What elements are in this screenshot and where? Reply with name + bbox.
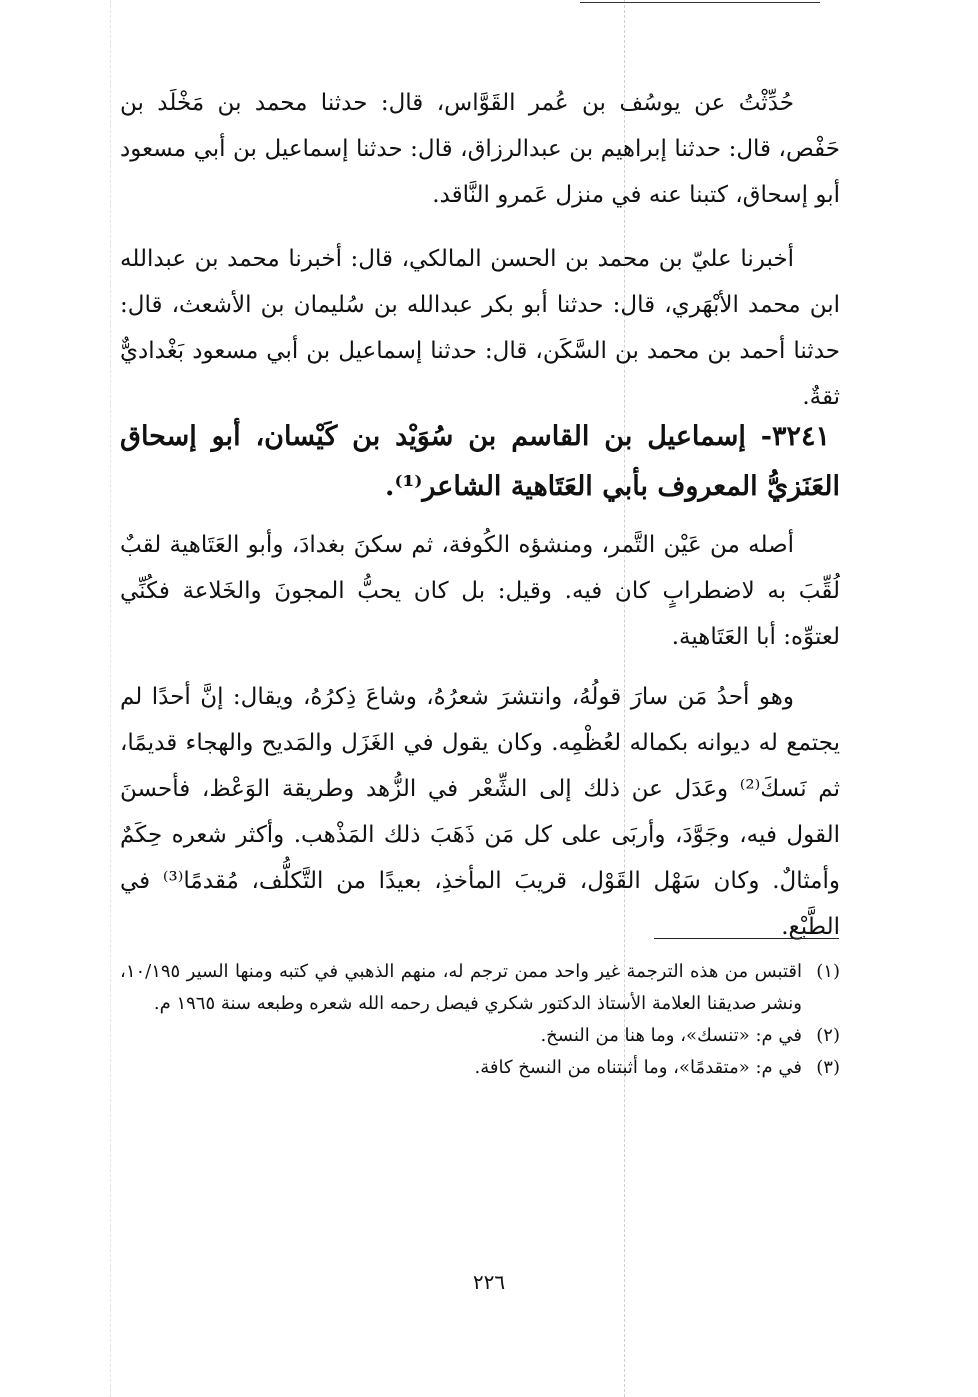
footnote-number: (٣) <box>816 1057 840 1078</box>
biography-block <box>120 522 840 950</box>
page-number: ٢٢٦ <box>472 1270 506 1294</box>
top-rule <box>580 2 820 3</box>
footnote-text: في م: «تنسك»، وما هنا من النسخ. <box>540 1025 802 1046</box>
footnote-2 <box>120 1020 840 1052</box>
biography-paragraph-2: وهو أحدُ مَن سارَ قولُهُ، وانتشرَ شعرُهُ، وشاعَ ذِكرُهُ، ويقال: إنَّ أحدًا لم يجتمع له ديوانه بكماله لعُظْمِه. وكان يقول في الغَزَل والمَديح والهجاء قديمًا، ثم نَسكَ⁽²⁾ وعَدَل عن ذلك إلى الشِّعْر في الزُّهد وطريقة الوَعْظ، فأحسنَ القول فيه، وجَوَّدَ، وأربَى على كل مَن ذَهَبَ ذلك المَذْهب. وأكثر شعره حِكَمٌ وأمثالٌ. وكان سَهْل القَوْل، قريبَ المأخذِ، بعيدًا من التَّكلُّف، مُقدمًا⁽³⁾ في الطَّبْع. <box>120 684 840 940</box>
biography-paragraph-1: أصله من عَيْن التَّمر، ومنشؤه الكُوفة، ثم سكنَ بغدادَ، وأبو العَتَاهية لقبٌ لُقِّبَ به لاضطرابٍ كان فيه. وقيل: بل كان يحبُّ المجونَ والخَلاعة فكُنِّي لعتوِّه: أبا العَتَاهية. <box>120 532 840 650</box>
isnad-block <box>120 80 840 420</box>
footnote-separator <box>654 938 839 939</box>
scan-fold-line-secondary <box>110 0 111 1397</box>
footnote-number: (١) <box>816 961 840 982</box>
isnad-paragraph-1: حُدِّثْتُ عن يوسُف بن عُمر القَوَّاس، قال: حدثنا محمد بن مَخْلَد بن حَفْص، قال: حدثنا إبراهيم بن عبدالرزاق، قال: حدثنا إسماعيل بن أبي مسعود أبو إسحاق، كتبنا عنه في منزل عَمرو النَّاقد. <box>120 90 840 208</box>
isnad-paragraph-2: أخبرنا عليّ بن محمد بن الحسن المالكي، قال: أخبرنا محمد بن عبدالله ابن محمد الأبْهَري، قال: حدثنا أبو بكر عبدالله بن سُليمان بن الأشعث، قال: حدثنا أحمد بن محمد بن السَّكَن، قال: حدثنا إسماعيل بن أبي مسعود بَغْداديٌّ ثقةٌ. <box>120 246 840 410</box>
footnote-3 <box>120 1052 840 1084</box>
footnotes <box>120 956 840 1084</box>
footnote-1 <box>120 956 840 1020</box>
entry-heading: ٣٢٤١- إسماعيل بن القاسم بن سُوَيْد بن كَيْسان، أبو إسحاق العَنَزيُّ المعروف بأبي العَتَاهية الشاعر⁽¹⁾. <box>120 421 840 502</box>
footnote-text: اقتبس من هذه الترجمة غير واحد ممن ترجم له، منهم الذهبي في كتبه ومنها السير ١٠/١٩٥، ونشر صديقنا العلامة الأستاذ الدكتور شكري فيصل رحمه الله شعره وطبعه سنة ١٩٦٥ م. <box>120 961 802 1014</box>
footnote-text: في م: «متقدمًا»، وما أثبتناه من النسخ كافة. <box>474 1057 802 1078</box>
footnote-number: (٢) <box>816 1025 840 1046</box>
